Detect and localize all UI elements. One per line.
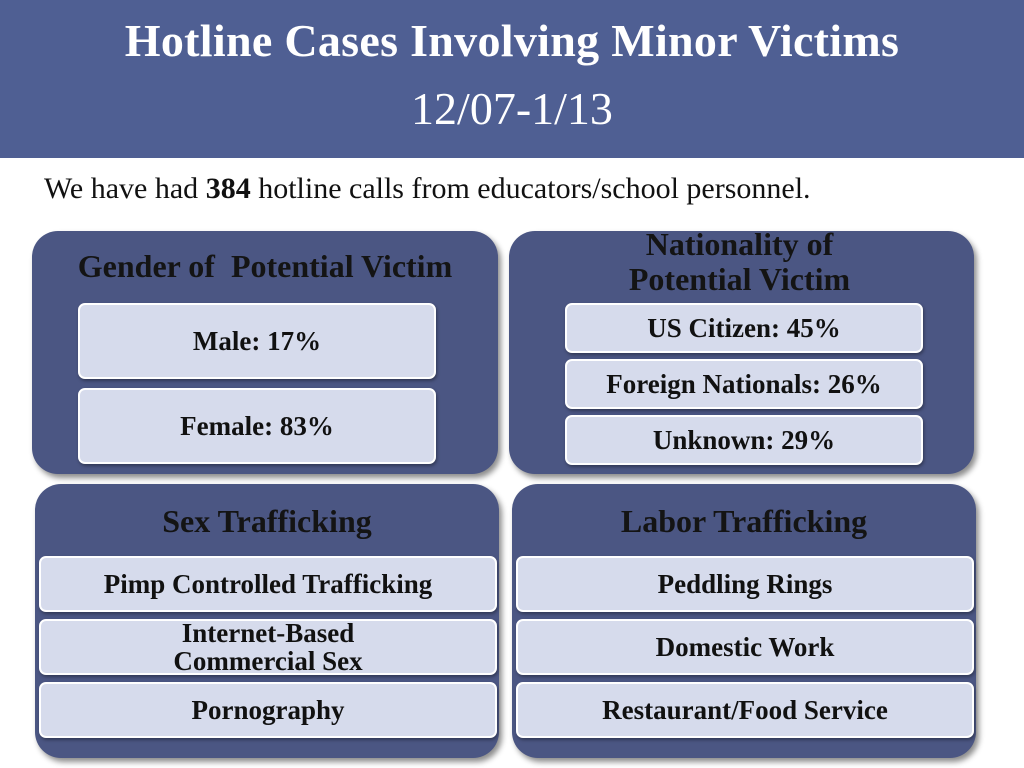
labor-trafficking-panel bbox=[512, 484, 976, 758]
sex-trafficking-title: Sex Trafficking bbox=[162, 503, 372, 539]
gender-panel-title: Gender of Potential Victim bbox=[77, 248, 453, 284]
date-range: 12/07-1/13 bbox=[411, 83, 613, 134]
hotline-calls-summary bbox=[44, 172, 811, 206]
internet-line2: Commercial Sex bbox=[173, 646, 363, 676]
sex-trafficking-pimp-box: Pimp Controlled Trafficking bbox=[39, 556, 497, 612]
gender-male-box: Male: 17% bbox=[78, 303, 436, 379]
labor-trafficking-peddling-box: Peddling Rings bbox=[516, 556, 974, 612]
title-banner bbox=[0, 0, 1024, 158]
nationality-title-line2: Potential Victim bbox=[628, 260, 851, 297]
sex-trafficking-internet-box bbox=[39, 619, 497, 675]
gender-female-box: Female: 83% bbox=[78, 388, 436, 464]
sex-trafficking-panel bbox=[35, 484, 499, 758]
nationality-panel bbox=[509, 226, 974, 474]
page-title: Hotline Cases Involving Minor Victims bbox=[124, 15, 900, 66]
nationality-title-line1: Nationality of bbox=[645, 226, 834, 262]
nationality-us-citizen-box: US Citizen: 45% bbox=[565, 303, 923, 353]
summary-suffix: hotline calls from educators/school personnel. bbox=[250, 172, 811, 205]
summary-prefix: We have had bbox=[44, 172, 206, 205]
labor-trafficking-restaurant-box: Restaurant/Food Service bbox=[516, 682, 974, 738]
nationality-foreign-box: Foreign Nationals: 26% bbox=[565, 359, 923, 409]
labor-trafficking-domestic-box: Domestic Work bbox=[516, 619, 974, 675]
labor-trafficking-title: Labor Trafficking bbox=[620, 503, 868, 539]
call-count: 384 bbox=[205, 172, 251, 205]
nationality-panel-title bbox=[505, 227, 974, 296]
nationality-unknown-box: Unknown: 29% bbox=[565, 415, 923, 465]
gender-panel bbox=[32, 231, 498, 474]
sex-trafficking-pornography-box: Pornography bbox=[39, 682, 497, 738]
internet-line1: Internet-Based bbox=[181, 617, 355, 648]
